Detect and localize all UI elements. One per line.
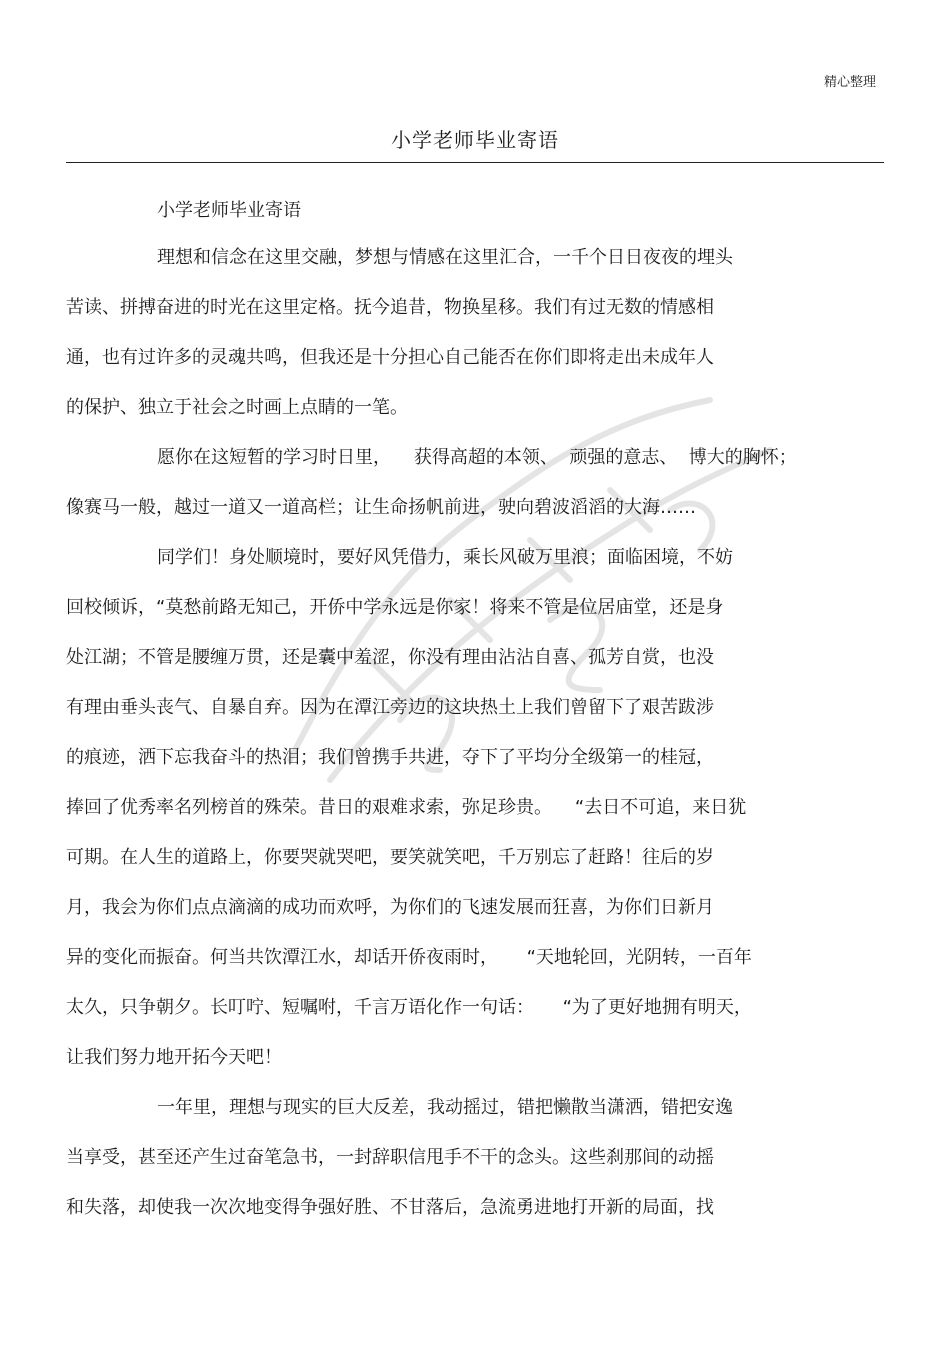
body-line: 苦读、拼搏奋进的时光在这里定格。抚今追昔，物换星移。我们有过无数的情感相 (66, 297, 714, 318)
body-line: 小学老师毕业寄语 (157, 200, 301, 221)
body-line: 的痕迹，洒下忘我奋斗的热泪；我们曾携手共进，夺下了平均分全级第一的桂冠， (66, 747, 714, 768)
body-line: 让我们努力地开拓今天吧！ (66, 1047, 282, 1068)
body-line: 通，也有过许多的灵魂共鸣，但我还是十分担心自己能否在你们即将走出未成年人 (66, 347, 714, 368)
body-line: 回校倾诉，“莫愁前路无知己，开侨中学永远是你家！将来不管是位居庙堂，还是身 (66, 597, 724, 618)
header-note: 精心整理 (823, 75, 876, 90)
body-line: 像赛马一般，越过一道又一道高栏；让生命扬帆前进，驶向碧波滔滔的大海…… (66, 497, 696, 518)
body-line: 理想和信念在这里交融，梦想与情感在这里汇合，一千个日日夜夜的埋头 (157, 247, 733, 268)
title-divider (66, 162, 884, 163)
body-line: 和失落，却使我一次次地变得争强好胜、不甘落后，急流勇进地打开新的局面，找 (66, 1197, 714, 1218)
body-line: 捧回了优秀率名列榜首的殊荣。昔日的艰难求索，弥足珍贵。 “去日不可追，来日犹 (66, 797, 747, 818)
body-line: 一年里，理想与现实的巨大反差，我动摇过，错把懒散当潇洒，错把安逸 (157, 1097, 733, 1118)
body-line: 月，我会为你们点点滴滴的成功而欢呼，为你们的飞速发展而狂喜，为你们日新月 (66, 897, 714, 918)
body-line: 的保护、独立于社会之时画上点睛的一笔。 (66, 397, 408, 418)
body-line: 可期。在人生的道路上，你要哭就哭吧，要笑就笑吧，千万别忘了赶路！往后的岁 (66, 847, 714, 868)
body-line: 当享受，甚至还产生过奋笔急书，一封辞职信甩手不干的念头。这些刹那间的动摇 (66, 1147, 714, 1168)
body-line: 愿你在这短暂的学习时日里， 获得高超的本领、 顽强的意志、 博大的胸怀； (157, 447, 797, 468)
body-line: 有理由垂头丧气、自暴自弃。因为在潭江旁边的这块热土上我们曾留下了艰苦跋涉 (66, 697, 714, 718)
body-line: 同学们！身处顺境时，要好风凭借力，乘长风破万里浪；面临困境，不妨 (157, 547, 733, 568)
body-line: 异的变化而振奋。何当共饮潭江水，却话开侨夜雨时， “天地轮回，光阴转，一百年 (66, 947, 752, 968)
document-title: 小学老师毕业寄语 (391, 128, 559, 152)
body-line: 处江湖；不管是腰缠万贯，还是囊中羞涩，你没有理由沾沾自喜、孤芳自赏，也没 (66, 647, 714, 668)
body-line: 太久，只争朝夕。长叮咛、短嘱咐，千言万语化作一句话： “为了更好地拥有明天， (66, 997, 752, 1018)
